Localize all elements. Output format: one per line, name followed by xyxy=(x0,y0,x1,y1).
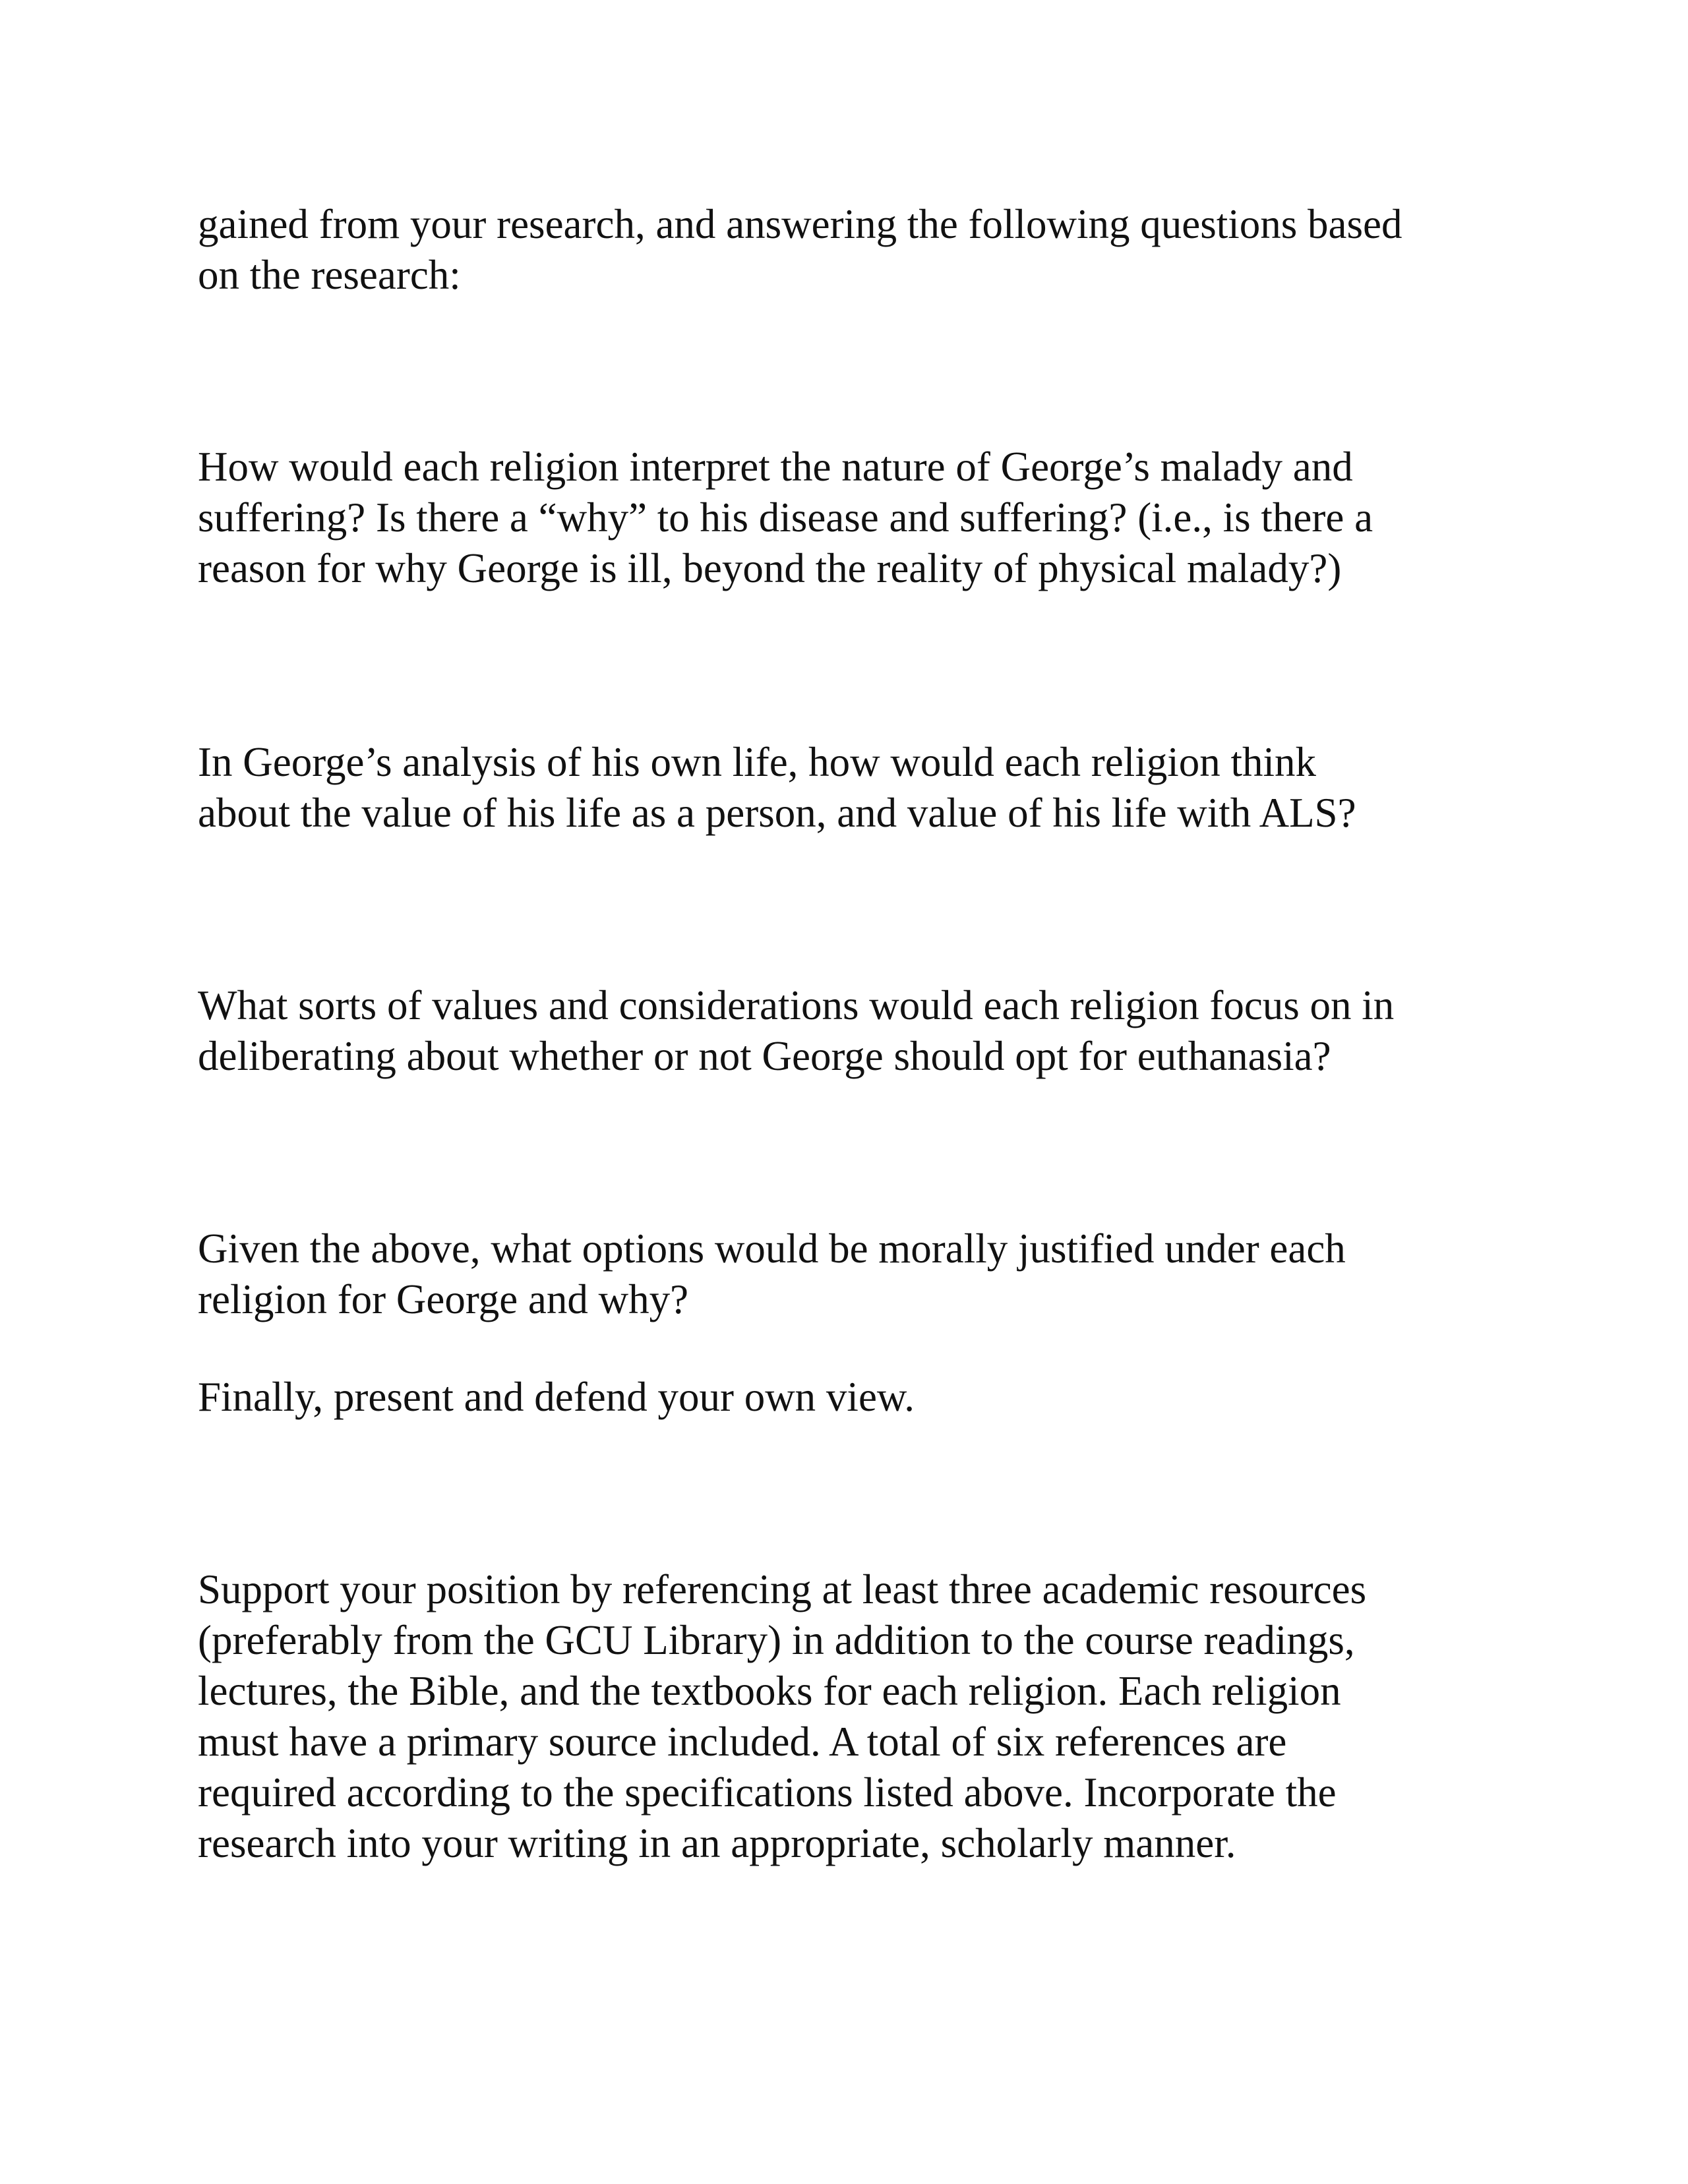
text-line: reason for why George is ill, beyond the reality of physical malady?) xyxy=(198,545,1342,591)
paragraph-question-moral-options xyxy=(198,1224,1530,1325)
text-line: Support your position by referencing at least three academic resources xyxy=(198,1566,1367,1612)
paragraph-research-intro xyxy=(198,199,1530,301)
text-line: religion for George and why? xyxy=(198,1276,689,1322)
paragraph-question-value-of-life xyxy=(198,737,1530,839)
paragraph-own-view xyxy=(198,1372,1530,1423)
text-line: on the research: xyxy=(198,252,461,298)
text-line: Given the above, what options would be morally justified under each xyxy=(198,1225,1346,1272)
text-line: (preferably from the GCU Library) in addition to the course readings, xyxy=(198,1617,1355,1663)
text-line: suffering? Is there a “why” to his disease and suffering? (i.e., is there a xyxy=(198,494,1373,541)
text-line: required according to the specifications listed above. Incorporate the xyxy=(198,1769,1337,1815)
text-line: deliberating about whether or not George should opt for euthanasia? xyxy=(198,1033,1331,1079)
text-line: lectures, the Bible, and the textbooks for each religion. Each religion xyxy=(198,1668,1341,1714)
text-line: gained from your research, and answering the following questions based xyxy=(198,201,1402,247)
paragraph-references-requirement xyxy=(198,1564,1530,1869)
text-line: In George’s analysis of his own life, how would each religion think xyxy=(198,739,1317,785)
text-line: Finally, present and defend your own view. xyxy=(198,1374,915,1420)
text-line: research into your writing in an appropriate, scholarly manner. xyxy=(198,1820,1236,1866)
text-line: must have a primary source included. A total of six references are xyxy=(198,1719,1287,1765)
text-line: How would each religion interpret the nature of George’s malady and xyxy=(198,444,1353,490)
text-line: about the value of his life as a person, and value of his life with ALS? xyxy=(198,790,1356,836)
paragraph-question-malady xyxy=(198,442,1530,594)
text-line: What sorts of values and considerations would each religion focus on in xyxy=(198,982,1395,1028)
paragraph-question-euthanasia xyxy=(198,980,1530,1082)
